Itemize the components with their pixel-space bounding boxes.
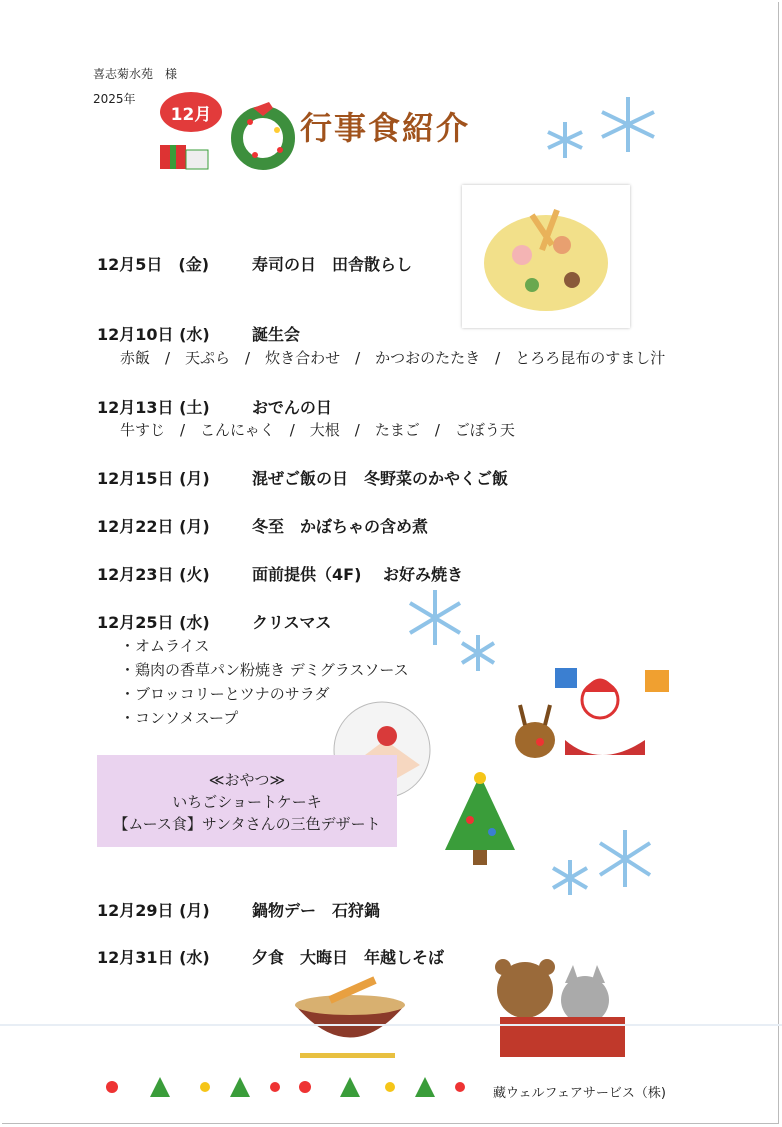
event-date: 12月15日 (月) [97,469,210,488]
christmas-menu-item: ・ブロッコリーとツナのサラダ [120,685,330,703]
event-name: 混ぜご飯の日 冬野菜のかやくご飯 [252,469,509,488]
sushi-photo [462,185,630,328]
snowflake-icon [545,825,665,900]
christmas-menu-item: ・コンソメスープ [120,709,239,727]
snack-box [97,755,397,847]
event-row [97,322,300,345]
event-name: 夕食 大晦日 年越しそば [252,948,445,967]
event-name: 冬至 かぼちゃの含め煮 [252,517,429,536]
event-name: おでんの日 [252,398,332,417]
christmas-menu-item: ・鶏肉の香草パン粉焼き デミグラスソース [120,661,409,679]
event-row [97,610,331,633]
wreath-gift-illustration [155,100,295,175]
event-row [97,562,463,585]
event-name: 寿司の日 田舎散らし [252,255,413,274]
event-name: 鍋物デー 石狩鍋 [252,901,381,920]
santa-reindeer-illustration [505,660,675,780]
month-badge: 12月 [160,92,222,132]
christmas-menu-item: ・オムライス [120,637,210,655]
christmas-tree-icon [440,770,520,870]
soba-bowl-illustration [290,975,410,1065]
ornament-border [100,1075,480,1099]
event-name: 面前提供（4F) お好み焼き [252,565,463,584]
snack-heading: ≪おやつ≫ [208,771,286,789]
snowflake-icon [400,585,500,675]
event-date: 12月22日 (月) [97,517,210,536]
event-date: 12月29日 (月) [97,901,210,920]
event-items: 牛すじ / こんにゃく / 大根 / たまご / ごぼう天 [120,421,515,439]
event-row [97,466,508,489]
event-items: 赤飯 / 天ぷら / 炊き合わせ / かつおのたたき / とろろ昆布のすまし汁 [120,349,666,367]
event-date: 12月5日 (金) [97,255,210,274]
footer-divider [0,1024,782,1026]
bear-cat-illustration [485,955,635,1060]
event-name: 誕生会 [252,325,301,344]
event-date: 12月25日 (水) [97,613,210,632]
event-row [97,945,444,968]
company-name: 藏ウェルフェアサービス（株) [493,1086,666,1101]
year: 2025年 [93,92,136,106]
snack-item: 【ムース食】サンタさんの三色デザート [113,815,381,833]
event-date: 12月31日 (水) [97,948,210,967]
event-date: 12月13日 (土) [97,398,210,417]
event-row [97,514,428,537]
event-date: 12月23日 (火) [97,565,210,584]
event-row [97,395,332,418]
page-title: 行事食紹介 [300,109,471,147]
event-date: 12月10日 (水) [97,325,210,344]
recipient: 喜志菊水苑 様 [93,67,178,81]
snack-item: いちごショートケーキ [172,793,322,811]
event-row [97,898,380,921]
event-name: クリスマス [252,613,332,632]
event-row [97,252,412,275]
snowflake-icon [540,92,655,162]
